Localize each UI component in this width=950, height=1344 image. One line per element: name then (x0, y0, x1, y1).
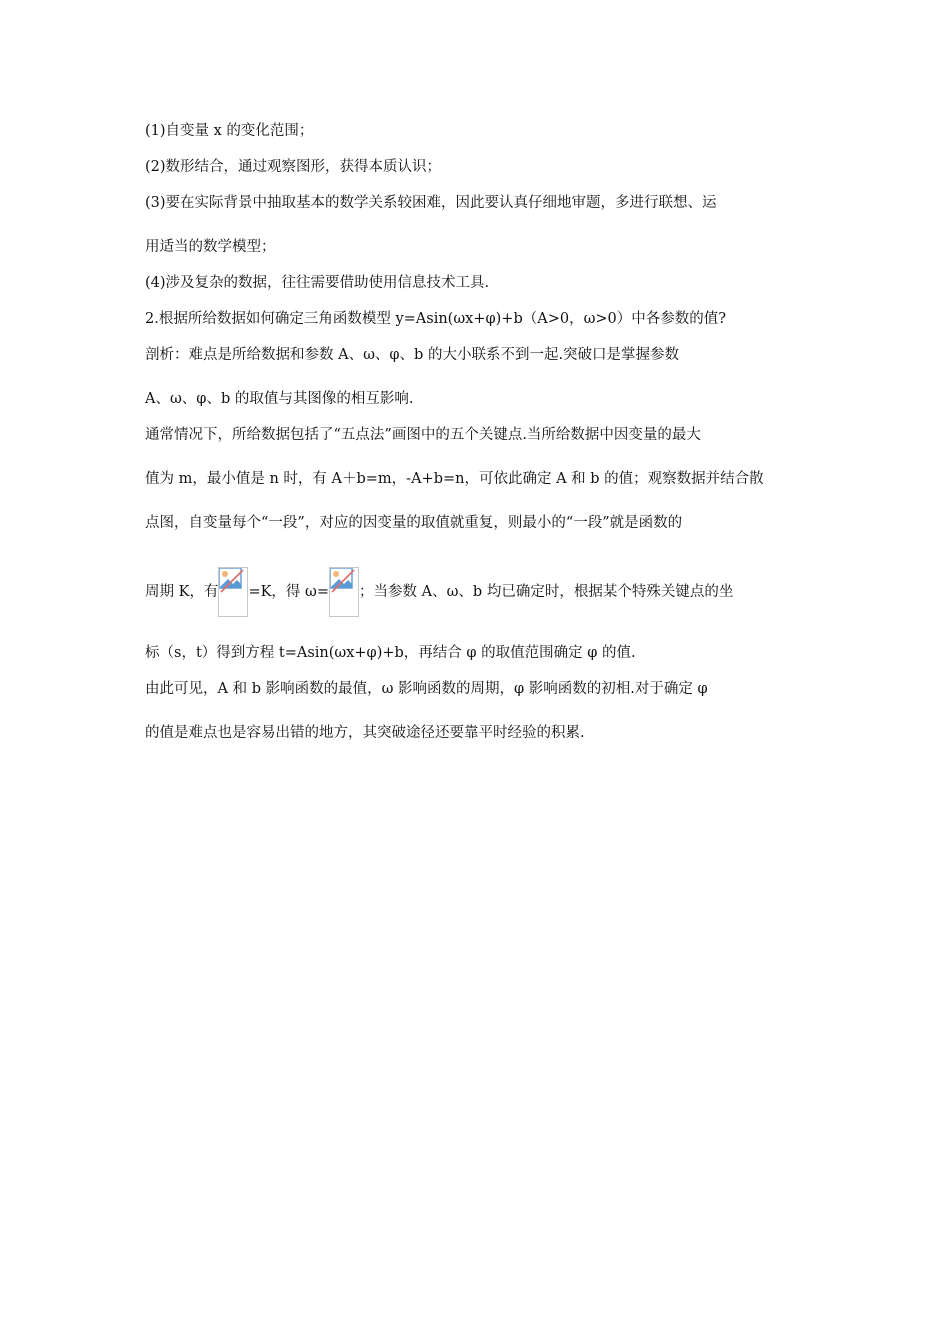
document-body (145, 120, 810, 744)
formula-text-1: 周期 K，有 (145, 584, 219, 600)
text-line-2: (2)数形结合，通过观察图形，获得本质认识； (145, 159, 442, 175)
text-line-10: 值为 m，最小值是 n 时，有 A＋b=m，-A+b=n，可依此确定 A 和 b 的值；观察数据并结合散 (145, 471, 764, 487)
text-line-3: (3)要在实际背景中抽取基本的数学关系较困难，因此要认真仔细地审题，多进行联想、运 (145, 195, 717, 211)
text-line-7: 剖析：难点是所给数据和参数 A、ω、φ、b 的大小联系不到一起.突破口是掌握参数 (145, 347, 680, 363)
text-line-14: 的值是难点也是容易出错的地方，其突破途径还要靠平时经验的积累. (145, 725, 585, 741)
text-line-1: (1)自变量 x 的变化范围； (145, 123, 314, 139)
text-line-8: A、ω、φ、b 的取值与其图像的相互影响. (145, 391, 414, 407)
text-line-11: 点图，自变量每个“一段”，对应的因变量的取值就重复，则最小的“一段”就是函数的 (145, 515, 683, 531)
text-line-5: (4)涉及复杂的数据，往往需要借助使用信息技术工具. (145, 275, 490, 291)
formula-text-2: =K，得 ω= (248, 584, 330, 600)
formula-line (145, 564, 810, 620)
text-line-12: 标（s，t）得到方程 t=Asin(ωx+φ)+b，再结合 φ 的取值范围确定 φ 的值. (145, 645, 636, 661)
broken-image-icon (218, 567, 248, 617)
text-line-9: 通常情况下，所给数据包括了“五点法”画图中的五个关键点.当所给数据中因变量的最大 (145, 427, 701, 443)
broken-image-icon (329, 567, 359, 617)
formula-text-3: ；当参数 A、ω、b 均已确定时，根据某个特殊关键点的坐 (359, 584, 734, 600)
text-line-13: 由此可见，A 和 b 影响函数的最值，ω 影响函数的周期，φ 影响函数的初相.对于确定 φ (145, 681, 708, 697)
text-line-6: 2.根据所给数据如何确定三角函数模型 y=Asin(ωx+φ)+b（A>0，ω>0）中各参数的值? (145, 311, 727, 327)
text-line-4: 用适当的数学模型； (145, 239, 276, 255)
